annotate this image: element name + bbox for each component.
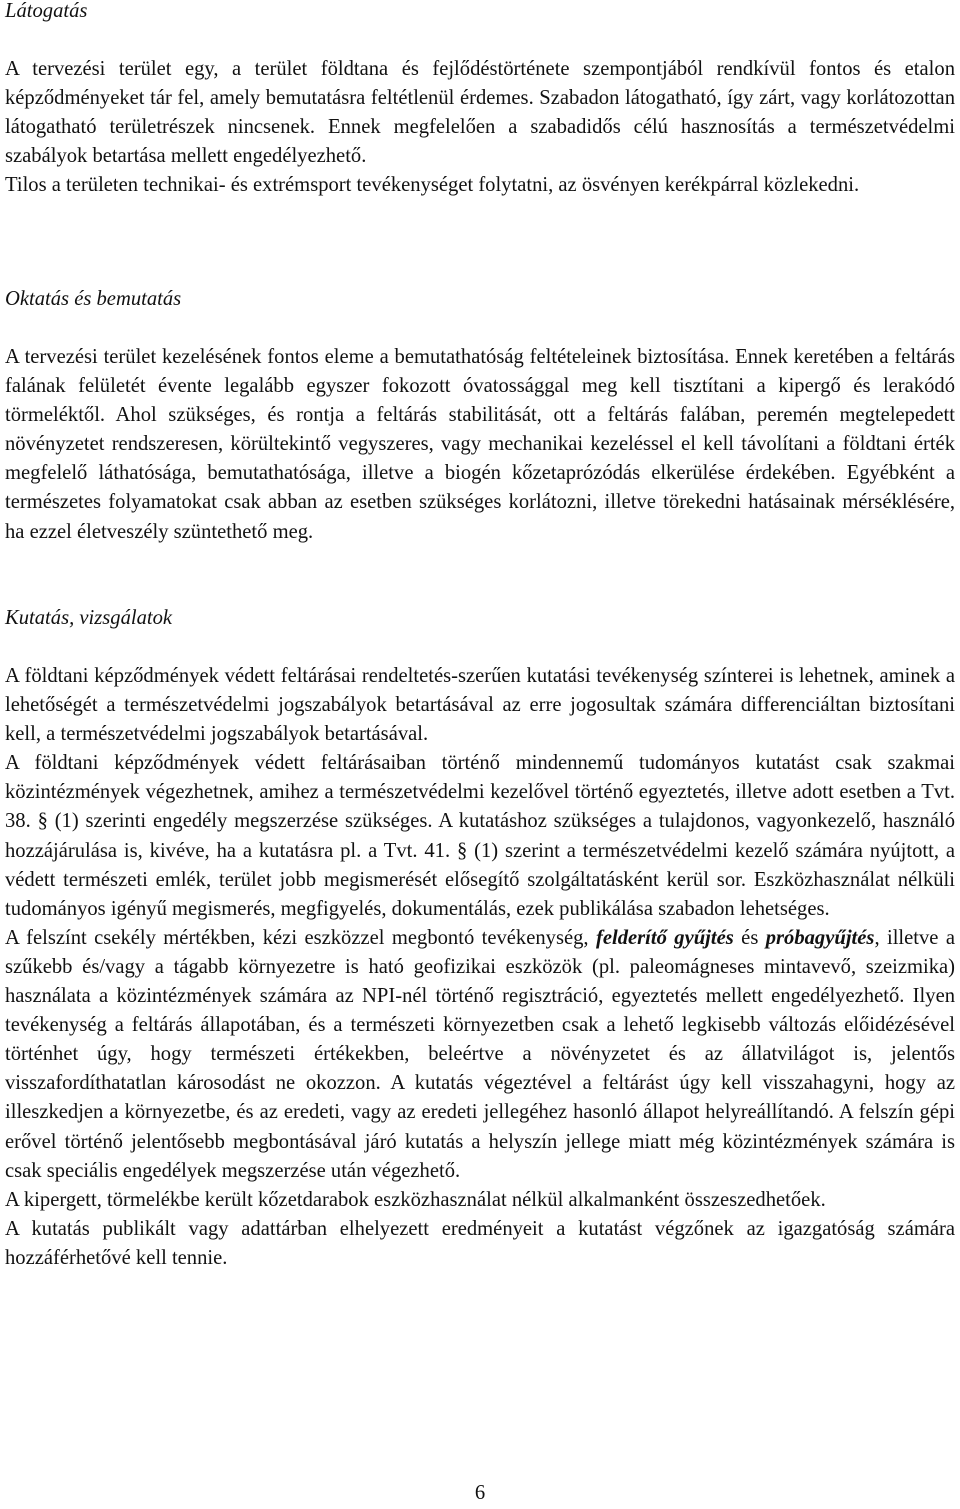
paragraph-text: A felszínt csekély mértékben, kézi eszközzel megbontó tevékenység, [5,926,596,949]
page-number: 6 [474,1482,486,1504]
paragraph: A tervezési terület kezelésének fontos eleme a bemutathatóság feltételeinek biztosítása. Ennek keretében a feltárás falának felületét évente legalább egyszer fokozott óvatossággal meg kell tisztítani a kipergő és lerakódó törmeléktől. Ahol szükséges, és rontja a feltárás stabilitását, ott a feltárás falában, peremén megtelepedett növényzetet rendszeresen, körültekintő vegyszeres, vagy mechanikai kezeléssel el kell távolítani a földtani érték megfelelő láthatósága, bemutathatósága, illetve a biogén kőzetaprózódás elkerülése érdekében. Egyébként a természetes folyamatokat csak abban az esetben szükséges korlátozni, illetve törekedni hatásainak mérséklésére, ha ezzel életveszély szüntethető meg. [5,346,955,543]
paragraph: A földtani képződmények védett feltárásaiban történő mindennemű tudományos kutatást csak szakmai közintézmények végezhetnek, amihez a természetvédelmi kezelővel történő egyeztetés, illetve adott esetben a Tvt. 38. § (1) szerinti engedély megszerzése szükséges. A kutatáshoz szükséges a tulajdonos, vagyonkezelő, használó hozzájárulása is, kivéve, ha a kutatásra pl. a Tvt. 41. § (1) szerint a természetvédelmi kezelő számára nyújtott, a védett természeti emlék, terület jobb megismerését elősegítő szolgáltatásként kerül sor. Eszközhasználat nélküli tudományos igényű megismerés, megfigyelés, dokumentálás, ezek publikálása szabadon lehetséges. [5,752,955,920]
paragraph-with-emphasis [5,924,955,1186]
section-body-oktatas [5,343,955,547]
section-heading-kutatas: Kutatás, vizsgálatok [5,607,173,629]
paragraph: A kipergett, törmelékbe került kőzetdarabok eszközhasználat nélkül alkalmanként összeszedhetőek. [5,1188,826,1211]
paragraph: A tervezési terület egy, a terület földtana és fejlődéstörténete szempontjából rendkívül fontos és etalon képződményeket tár fel, amely bemutatásra feltétlenül érdemes. Szabadon látogatható, így zárt, vagy korlátozottan látogatható területrészek nincsenek. Ennek megfelelően a szabadidős célú hasznosítás a természetvédelmi szabályok betartása mellett engedélyezhető. [5,58,955,168]
section-body-kutatas [5,662,955,1273]
section-heading-oktatas: Oktatás és bemutatás [5,288,182,310]
paragraph: Tilos a területen technikai- és extrémsport tevékenységet folytatni, az ösvényen kerékpárral közlekedni. [5,174,860,197]
paragraph-text: és [733,926,766,949]
section-body-latogatas [5,55,955,200]
paragraph: A földtani képződmények védett feltárásai rendeltetés-szerűen kutatási tevékenység színterei is lehetnek, aminek a lehetőségét a természetvédelmi jogszabályok betartásával az erre jogosultak számára differenciáltan biztosítani kell, a természetvédelmi jogszabályok betartásával. [5,665,955,746]
emphasized-term: próbagyűjtés [765,926,875,949]
paragraph: A kutatás publikált vagy adattárban elhelyezett eredményeit a kutatást végzőnek az igazgatóság számára hozzáférhetővé kell tennie. [5,1217,955,1269]
emphasized-term: felderítő gyűjtés [595,926,734,949]
paragraph-text: , illetve a szűkebb és/vagy a tágabb környezetre is ható geofizikai eszközök (pl. paleomágneses mintavevő, szeizmika) használata a közintézmények számára az NPI-nél történő regisztráció, egyeztetés mellett engedélyezhető. Ilyen tevékenység a feltárás állapotában, és a természeti környezetben csak a lehető legkisebb változás előidézésével történhet úgy, hogy természeti értékekben, beleértve a növényzetet és az állatvilágot is, jelentős visszafordíthatatlan károsodást ne okozzon. A kutatás végeztével a feltárást úgy kell visszahagyni, hogy az illeszkedjen a környezetbe, és az eredeti, vagy az eredeti jellegéhez hasonló állapot helyreállítandó. A felszín gépi erővel történő jelentősebb megbontásával járó kutatás a helyszín jellege miatt még közintézmények számára is csak speciális engedélyek megszerzése után végezhető. [5,926,955,1182]
section-heading-latogatas: Látogatás [5,0,88,22]
